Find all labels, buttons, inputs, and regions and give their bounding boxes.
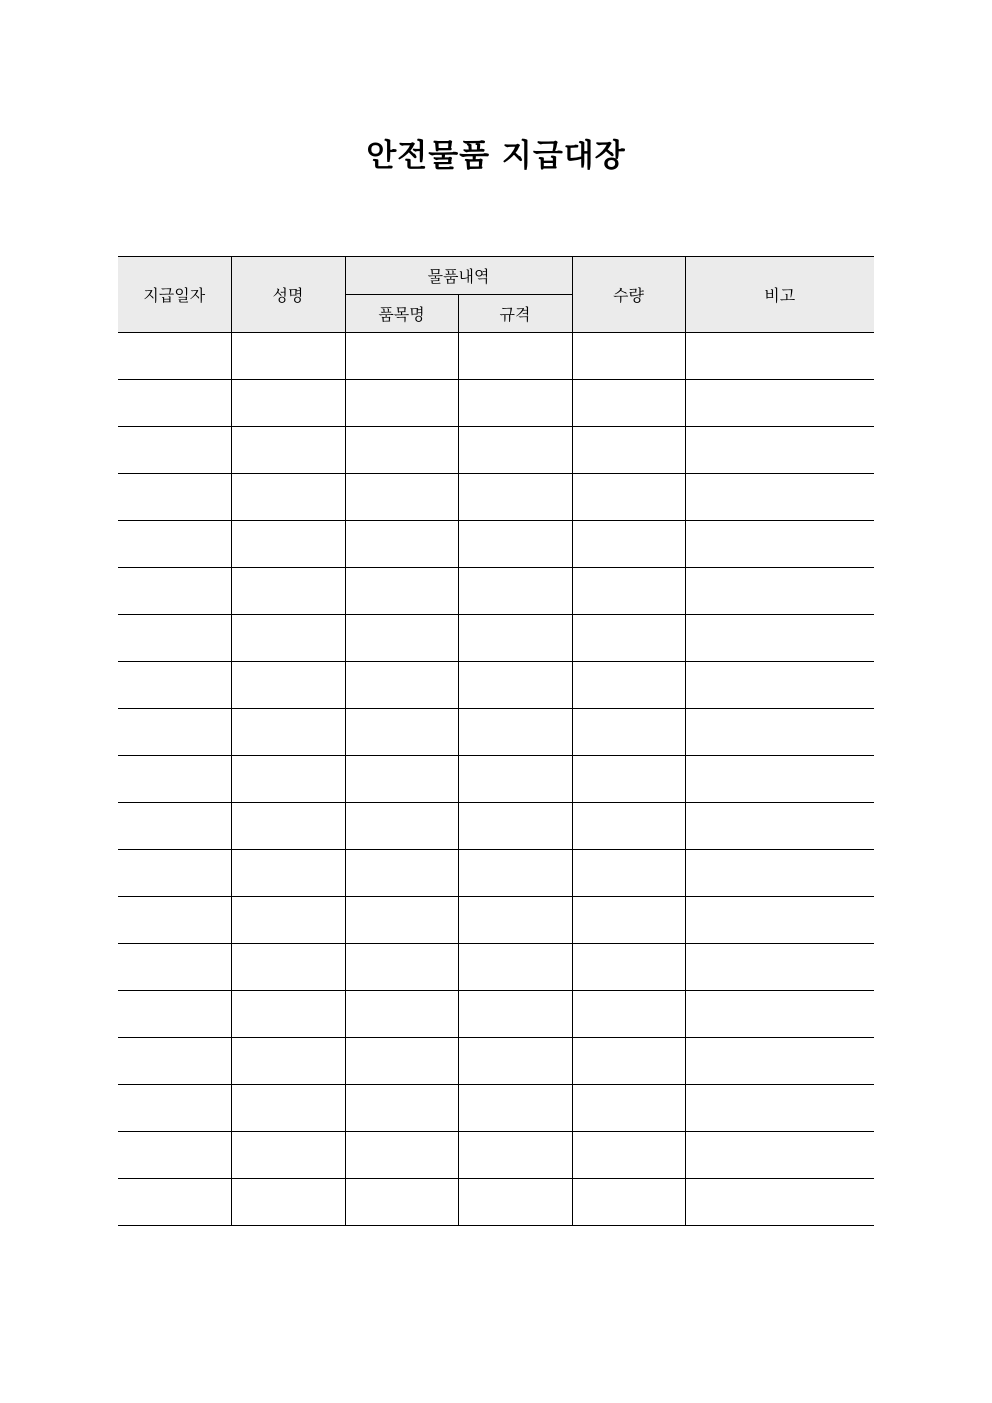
cell-name[interactable] xyxy=(231,380,345,427)
cell-remarks[interactable] xyxy=(685,568,874,615)
cell-remarks[interactable] xyxy=(685,709,874,756)
cell-remarks[interactable] xyxy=(685,474,874,521)
cell-item-name[interactable] xyxy=(345,568,458,615)
cell-date[interactable] xyxy=(118,944,231,991)
table-row xyxy=(118,991,874,1038)
cell-name[interactable] xyxy=(231,568,345,615)
header-name: 성명 xyxy=(231,257,345,333)
cell-name[interactable] xyxy=(231,991,345,1038)
table-row xyxy=(118,474,874,521)
cell-item-name[interactable] xyxy=(345,944,458,991)
table-row xyxy=(118,1085,874,1132)
cell-item-name[interactable] xyxy=(345,662,458,709)
cell-quantity[interactable] xyxy=(572,850,685,897)
cell-date[interactable] xyxy=(118,709,231,756)
table-row xyxy=(118,1132,874,1179)
cell-date[interactable] xyxy=(118,897,231,944)
cell-item-name[interactable] xyxy=(345,1179,458,1226)
cell-item-name[interactable] xyxy=(345,991,458,1038)
header-item-details: 물품내역 xyxy=(345,257,572,295)
header-date: 지급일자 xyxy=(118,257,231,333)
cell-name[interactable] xyxy=(231,1085,345,1132)
cell-remarks[interactable] xyxy=(685,850,874,897)
cell-date[interactable] xyxy=(118,1085,231,1132)
cell-spec[interactable] xyxy=(458,944,572,991)
cell-date[interactable] xyxy=(118,1038,231,1085)
cell-remarks[interactable] xyxy=(685,380,874,427)
table-row xyxy=(118,756,874,803)
cell-quantity[interactable] xyxy=(572,615,685,662)
cell-remarks[interactable] xyxy=(685,756,874,803)
cell-item-name[interactable] xyxy=(345,380,458,427)
cell-name[interactable] xyxy=(231,1038,345,1085)
cell-remarks[interactable] xyxy=(685,1038,874,1085)
cell-item-name[interactable] xyxy=(345,850,458,897)
cell-remarks[interactable] xyxy=(685,991,874,1038)
cell-name[interactable] xyxy=(231,709,345,756)
cell-item-name[interactable] xyxy=(345,897,458,944)
cell-item-name[interactable] xyxy=(345,1038,458,1085)
table-row xyxy=(118,615,874,662)
table-body xyxy=(118,333,874,1226)
cell-name[interactable] xyxy=(231,615,345,662)
table-row xyxy=(118,1038,874,1085)
cell-spec[interactable] xyxy=(458,709,572,756)
cell-spec[interactable] xyxy=(458,1038,572,1085)
table-row xyxy=(118,662,874,709)
cell-quantity[interactable] xyxy=(572,474,685,521)
header-item-name: 품목명 xyxy=(345,295,458,333)
table-row xyxy=(118,709,874,756)
cell-name[interactable] xyxy=(231,333,345,380)
cell-spec[interactable] xyxy=(458,850,572,897)
cell-remarks[interactable] xyxy=(685,803,874,850)
cell-quantity[interactable] xyxy=(572,756,685,803)
cell-quantity[interactable] xyxy=(572,1132,685,1179)
cell-name[interactable] xyxy=(231,850,345,897)
cell-quantity[interactable] xyxy=(572,427,685,474)
cell-item-name[interactable] xyxy=(345,1132,458,1179)
cell-spec[interactable] xyxy=(458,474,572,521)
header-quantity: 수량 xyxy=(572,257,685,333)
cell-name[interactable] xyxy=(231,897,345,944)
cell-spec[interactable] xyxy=(458,1085,572,1132)
cell-spec[interactable] xyxy=(458,1179,572,1226)
cell-spec[interactable] xyxy=(458,803,572,850)
cell-item-name[interactable] xyxy=(345,756,458,803)
cell-quantity[interactable] xyxy=(572,380,685,427)
cell-quantity[interactable] xyxy=(572,709,685,756)
cell-date[interactable] xyxy=(118,850,231,897)
table-row xyxy=(118,897,874,944)
cell-date[interactable] xyxy=(118,1132,231,1179)
cell-date[interactable] xyxy=(118,803,231,850)
header-spec: 규격 xyxy=(458,295,572,333)
cell-remarks[interactable] xyxy=(685,333,874,380)
cell-quantity[interactable] xyxy=(572,991,685,1038)
cell-date[interactable] xyxy=(118,1179,231,1226)
cell-quantity[interactable] xyxy=(572,944,685,991)
cell-item-name[interactable] xyxy=(345,709,458,756)
cell-name[interactable] xyxy=(231,1132,345,1179)
cell-name[interactable] xyxy=(231,803,345,850)
cell-date[interactable] xyxy=(118,991,231,1038)
cell-spec[interactable] xyxy=(458,380,572,427)
cell-name[interactable] xyxy=(231,521,345,568)
cell-name[interactable] xyxy=(231,756,345,803)
cell-quantity[interactable] xyxy=(572,662,685,709)
header-remarks: 비고 xyxy=(685,257,874,333)
cell-item-name[interactable] xyxy=(345,427,458,474)
cell-date[interactable] xyxy=(118,756,231,803)
table-row xyxy=(118,568,874,615)
table-row xyxy=(118,333,874,380)
cell-quantity[interactable] xyxy=(572,1038,685,1085)
cell-remarks[interactable] xyxy=(685,427,874,474)
cell-spec[interactable] xyxy=(458,333,572,380)
cell-name[interactable] xyxy=(231,944,345,991)
cell-spec[interactable] xyxy=(458,568,572,615)
cell-item-name[interactable] xyxy=(345,1085,458,1132)
cell-remarks[interactable] xyxy=(685,944,874,991)
table-row xyxy=(118,803,874,850)
cell-spec[interactable] xyxy=(458,756,572,803)
cell-item-name[interactable] xyxy=(345,615,458,662)
cell-date[interactable] xyxy=(118,474,231,521)
table-row xyxy=(118,521,874,568)
cell-date[interactable] xyxy=(118,615,231,662)
cell-remarks[interactable] xyxy=(685,1132,874,1179)
cell-quantity[interactable] xyxy=(572,1179,685,1226)
cell-name[interactable] xyxy=(231,1179,345,1226)
cell-spec[interactable] xyxy=(458,991,572,1038)
cell-remarks[interactable] xyxy=(685,1179,874,1226)
distribution-ledger-table xyxy=(118,256,874,1226)
cell-quantity[interactable] xyxy=(572,803,685,850)
cell-quantity[interactable] xyxy=(572,568,685,615)
cell-remarks[interactable] xyxy=(685,897,874,944)
cell-date[interactable] xyxy=(118,568,231,615)
cell-item-name[interactable] xyxy=(345,474,458,521)
cell-quantity[interactable] xyxy=(572,333,685,380)
cell-name[interactable] xyxy=(231,474,345,521)
cell-item-name[interactable] xyxy=(345,333,458,380)
cell-quantity[interactable] xyxy=(572,897,685,944)
cell-date[interactable] xyxy=(118,521,231,568)
cell-remarks[interactable] xyxy=(685,521,874,568)
cell-spec[interactable] xyxy=(458,521,572,568)
cell-quantity[interactable] xyxy=(572,1085,685,1132)
cell-item-name[interactable] xyxy=(345,521,458,568)
cell-spec[interactable] xyxy=(458,427,572,474)
cell-date[interactable] xyxy=(118,427,231,474)
table-row xyxy=(118,850,874,897)
table-row xyxy=(118,1179,874,1226)
cell-name[interactable] xyxy=(231,662,345,709)
table-row xyxy=(118,427,874,474)
table-header xyxy=(118,257,874,333)
cell-remarks[interactable] xyxy=(685,662,874,709)
table-row xyxy=(118,944,874,991)
table-row xyxy=(118,380,874,427)
cell-date[interactable] xyxy=(118,662,231,709)
cell-spec[interactable] xyxy=(458,897,572,944)
cell-spec[interactable] xyxy=(458,615,572,662)
cell-item-name[interactable] xyxy=(345,803,458,850)
cell-spec[interactable] xyxy=(458,662,572,709)
page-title: 안전물품 지급대장 xyxy=(366,138,626,174)
cell-remarks[interactable] xyxy=(685,1085,874,1132)
cell-quantity[interactable] xyxy=(572,521,685,568)
cell-spec[interactable] xyxy=(458,1132,572,1179)
cell-date[interactable] xyxy=(118,333,231,380)
cell-name[interactable] xyxy=(231,427,345,474)
cell-remarks[interactable] xyxy=(685,615,874,662)
cell-date[interactable] xyxy=(118,380,231,427)
